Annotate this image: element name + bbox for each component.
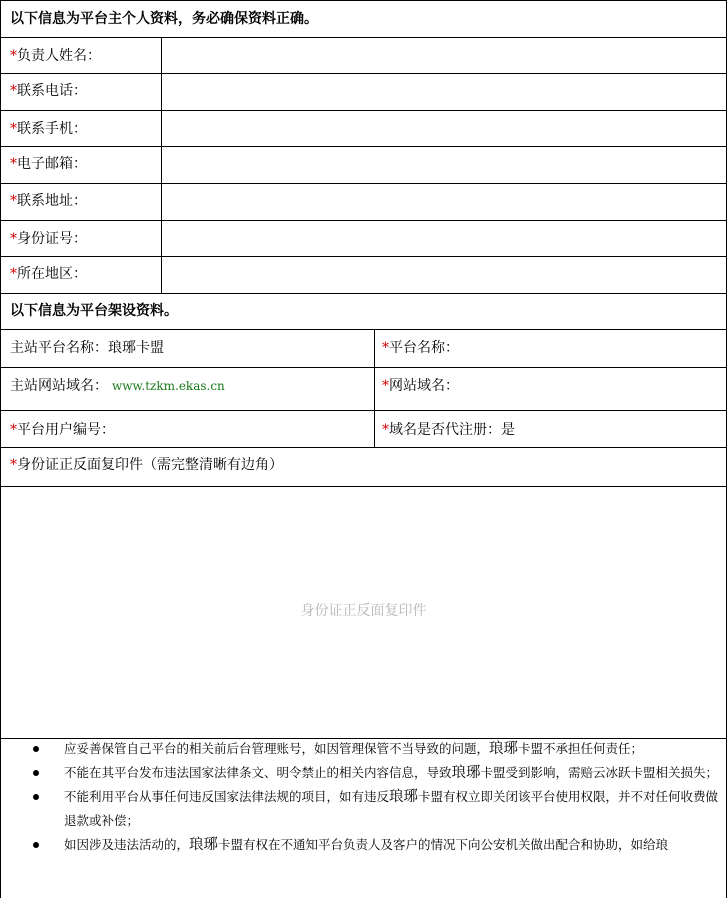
- main-platform-value: 琅琊卡盟: [108, 340, 164, 356]
- field-region-label: *所在地区：: [10, 266, 87, 282]
- main-domain-label: 主站网站域名： www.tzkm.ekas.cn: [10, 378, 225, 394]
- user-no-label: *平台用户编号：: [10, 422, 115, 438]
- list-item: 如因涉及违法活动的，琅琊卡盟有权在不通知平台负责人及客户的情况下向公安机关做出配合和协助，如给琅: [30, 833, 720, 857]
- field-name-label: *负责人姓名：: [10, 48, 101, 64]
- platform-name-label: *平台名称：: [382, 340, 459, 356]
- field-name-input[interactable]: [161, 37, 727, 74]
- bullet-icon: [33, 842, 39, 848]
- list-item: 不能利用平台从事任何违反国家法律法规的项目，如有违反琅琊卡盟有权立即关闭该平台使用权限，并不对任何收费做退款或补偿；: [30, 785, 720, 833]
- id-copy-label: *身份证正反面复印件（需完整清晰有边角）: [10, 457, 283, 473]
- main-platform-label: 主站平台名称：琅琊卡盟: [10, 340, 164, 356]
- proxy-reg-value: 是: [501, 422, 515, 438]
- list-item: 应妥善保管自己平台的相关前后台管理账号，如因管理保管不当导致的问题，琅琊卡盟不承担任何责任；: [30, 737, 720, 761]
- bullet-icon: [33, 746, 39, 752]
- field-idnumber-label: *身份证号：: [10, 231, 87, 247]
- field-region-input[interactable]: [161, 256, 727, 294]
- field-phone-label: *联系电话：: [10, 83, 87, 99]
- field-email-label: *电子邮箱：: [10, 156, 87, 172]
- list-item: 不能在其平台发布违法国家法律条文、明令禁止的相关内容信息，导致琅琊卡盟受到影响，需赔云冰跃卡盟相关损失；: [30, 761, 720, 785]
- field-address-label: *联系地址：: [10, 193, 87, 209]
- domain-label: *网站域名：: [382, 378, 459, 394]
- bullet-icon: [33, 770, 39, 776]
- field-address-input[interactable]: [161, 183, 727, 221]
- personal-section-title: 以下信息为平台主个人资料，务必确保资料正确。: [10, 11, 318, 27]
- field-phone-input[interactable]: [161, 73, 727, 111]
- field-idnumber-input[interactable]: [161, 220, 727, 257]
- platform-section-title: 以下信息为平台架设资料。: [10, 303, 178, 319]
- field-mobile-label: *联系手机：: [10, 121, 87, 137]
- main-domain-value: www.tzkm.ekas.cn: [112, 379, 225, 393]
- bullet-icon: [33, 794, 39, 800]
- field-email-input[interactable]: [161, 146, 727, 184]
- proxy-reg-label: *域名是否代注册：是: [382, 422, 515, 438]
- notes-list: [30, 737, 720, 857]
- field-mobile-input[interactable]: [161, 110, 727, 147]
- id-copy-placeholder: 身份证正反面复印件: [300, 603, 427, 619]
